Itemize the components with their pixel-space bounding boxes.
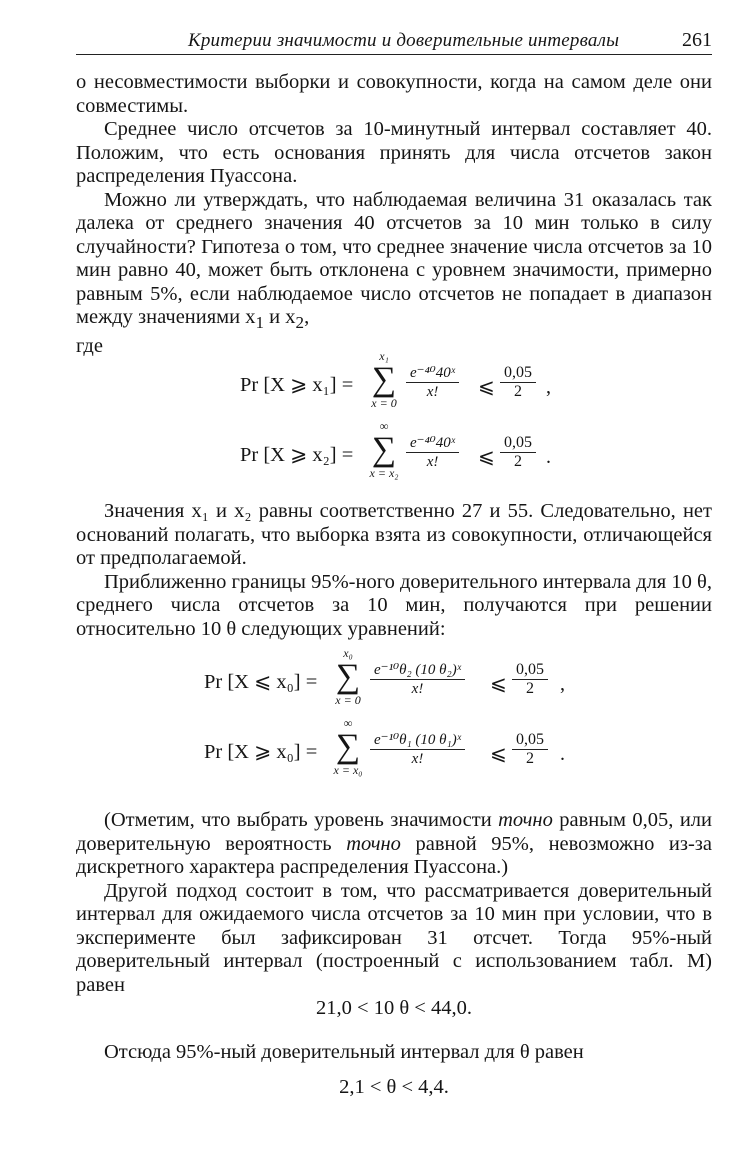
emphasis: точно	[498, 809, 553, 832]
paragraph-3	[76, 189, 712, 335]
relation-sign: ⩽	[478, 376, 495, 399]
summation	[328, 647, 368, 707]
relation-sign: ⩽	[490, 743, 507, 766]
numerator: 0,05	[516, 661, 544, 679]
sigma-symbol: ∑	[335, 658, 361, 696]
fraction	[512, 731, 548, 768]
denominator: x!	[406, 452, 459, 471]
denominator: 2	[500, 382, 536, 401]
sum-upper-limit: x₁	[379, 349, 389, 364]
summation	[364, 350, 404, 410]
numerator: e⁻¹⁰θ₂ (10 θ₂)ˣ	[374, 662, 461, 679]
formula-4	[76, 717, 712, 787]
formula-block-1	[76, 350, 712, 492]
punctuation: ,	[546, 376, 551, 399]
denominator: 2	[512, 679, 548, 698]
running-title: Критерии значимости и доверительные интервалы	[188, 30, 620, 51]
formula-lhs: Pr [X ⩾ x₂] =	[240, 444, 354, 467]
formula-2	[76, 420, 712, 490]
formula-1	[76, 350, 712, 420]
punctuation: .	[560, 743, 565, 766]
fraction	[370, 731, 465, 768]
page-number: 261	[682, 29, 712, 51]
sum-upper-limit: ∞	[379, 419, 389, 434]
paragraph-6-text: (Отметим, что выбрать уровень значимости	[104, 809, 499, 832]
denominator: 2	[500, 452, 536, 471]
paragraph-6-text: равной 95%, невозможно из-за дискретного характера распределения Пуассона.)	[76, 832, 713, 879]
formula-3	[76, 647, 712, 717]
fraction	[512, 661, 548, 698]
fraction	[406, 434, 459, 471]
summation	[328, 717, 368, 777]
paragraph-1: о несовместимости выборки и совокупности, когда на самом деле они совместимы.	[76, 71, 712, 117]
denominator: x!	[370, 749, 465, 768]
interval-equation-1: 21,0 < 10 θ < 44,0.	[316, 997, 472, 1020]
paragraph-3-text: Можно ли утверждать, что наблюдаемая величина 31 оказалась так далека от среднего значения 40 отсчетов за 10 мин только в силу случайности? Гипотеза о том, что среднее значение числа отсчетов за 10 мин равно 40, может быть отклонена с уровнем значимости, примерно равным 5%, если наблюдаемое число отсчетов не попадает в диапазон между значениями x	[76, 188, 712, 328]
formula-lhs: Pr [X ⩽ x₀] =	[204, 671, 318, 694]
relation-sign: ⩽	[490, 673, 507, 696]
sum-lower-limit: x = 0	[371, 396, 397, 411]
sigma-symbol: ∑	[335, 728, 361, 766]
paragraph-3-where: где	[76, 334, 103, 357]
sum-lower-limit: x = x₀	[333, 763, 363, 778]
sum-lower-limit: x = 0	[335, 693, 361, 708]
running-header	[76, 24, 712, 55]
sigma-symbol: ∑	[371, 431, 397, 469]
paragraph-6-text: равным 0,05, или доверительную вероятность	[76, 809, 712, 855]
fraction	[500, 434, 536, 471]
interval-equation-2: 2,1 < θ < 4,4.	[339, 1076, 449, 1099]
sigma-symbol: ∑	[371, 361, 397, 399]
book-page	[76, 24, 712, 1100]
numerator: 0,05	[504, 434, 532, 452]
paragraph-2: Среднее число отсчетов за 10-минутный интервал составляет 40. Положим, что есть основания принять для числа отсчетов закон распределения Пуассона.	[76, 118, 712, 187]
denominator: 2	[512, 749, 548, 768]
paragraph-8: Отсюда 95%-ный доверительный интервал для θ равен	[104, 1040, 584, 1063]
formula-block-2	[76, 647, 712, 789]
numerator: e⁻⁴⁰40ˣ	[410, 365, 456, 382]
numerator: 0,05	[516, 731, 544, 749]
relation-sign: ⩽	[478, 446, 495, 469]
paragraph-4: Значения x₁ и x₂ равны соответственно 27 и 55. Следовательно, нет оснований полагать, что выборка взята из совокупности, отличающейся от предполагаемой.	[76, 500, 712, 570]
subscript: 2	[295, 313, 305, 333]
punctuation: .	[546, 446, 551, 469]
sum-upper-limit: ∞	[343, 716, 353, 731]
paragraph-5: Приближенно границы 95%-ного доверительного интервала для 10 θ, среднего числа отсчетов за 10 мин, получаются при решении относительно 10 θ следующих уравнений:	[76, 570, 712, 640]
numerator: e⁻⁴⁰40ˣ	[410, 435, 456, 452]
subscript: 1	[255, 313, 265, 333]
paragraph-3-and: и x	[264, 306, 296, 328]
page-body	[76, 71, 712, 1100]
sum-lower-limit: x = x₂	[369, 466, 399, 481]
paragraph-7: Другой подход состоит в том, что рассматривается доверительный интервал для ожидаемого числа отсчетов за 10 мин при условии, что в эксперименте был зафиксирован 31 отсчет. Тогда 95%-ный доверительный интервал (построенный с использованием табл. M) равен	[76, 879, 712, 996]
formula-lhs: Pr [X ⩾ x₀] =	[204, 741, 318, 764]
fraction	[370, 661, 465, 698]
numerator: e⁻¹⁰θ₁ (10 θ₁)ˣ	[374, 732, 461, 749]
paragraph-6	[76, 809, 712, 880]
punctuation: ,	[560, 673, 565, 696]
sum-upper-limit: x₀	[343, 646, 353, 661]
denominator: x!	[370, 679, 465, 698]
emphasis: точно	[346, 832, 401, 855]
paragraph-3-end: ,	[304, 306, 310, 328]
fraction	[406, 364, 459, 401]
numerator: 0,05	[504, 364, 532, 382]
formula-lhs: Pr [X ⩾ x₁] =	[240, 374, 354, 397]
summation	[364, 420, 404, 480]
fraction	[500, 364, 536, 401]
denominator: x!	[406, 382, 459, 401]
